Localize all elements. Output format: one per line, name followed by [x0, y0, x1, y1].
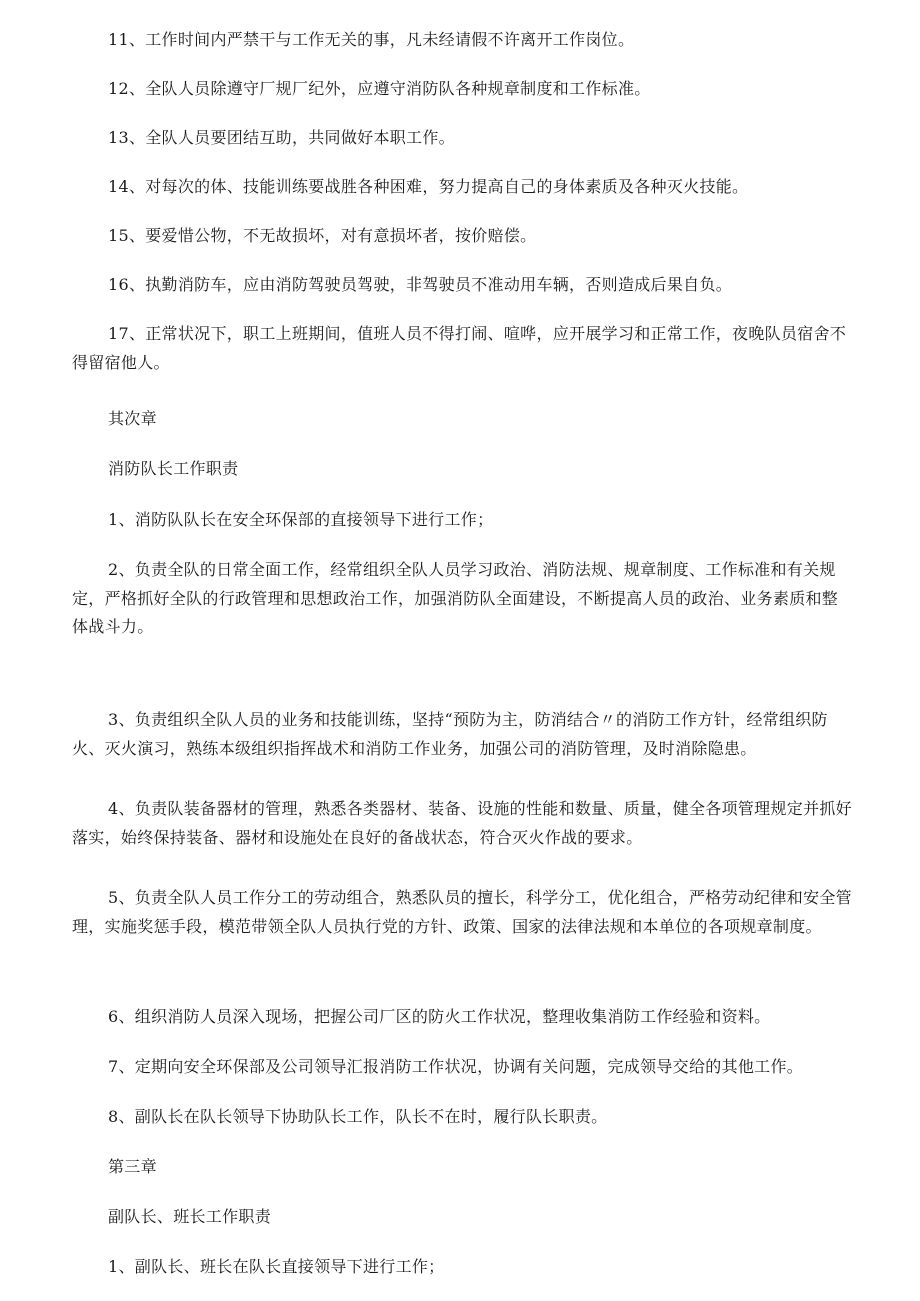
rule-13: 13、全队人员要团结互助，共同做好本职工作。 — [108, 128, 455, 147]
captain-duty-6: 6、组织消防人员深入现场，把握公司厂区的防火工作状况，整理收集消防工作经验和资料。 — [108, 1007, 771, 1026]
rule-17: 17、正常状况下，职工上班期间，值班人员不得打闹、喧哗，应开展学习和正常工作，夜晚队员宿舍不得留宿他人。 — [72, 324, 847, 372]
captain-duty-4: 4、负责队装备器材的管理，熟悉各类器材、装备、设施的性能和数量、质量，健全各项管理规定并抓好落实，始终保持装备、器材和设施处在良好的备战状态，符合灭火作战的要求。 — [72, 799, 852, 847]
rule-11: 11、工作时间内严禁干与工作无关的事，凡未经请假不许离开工作岗位。 — [108, 30, 635, 49]
chapter-heading-2: 其次章 — [108, 409, 157, 428]
captain-duty-7: 7、定期向安全环保部及公司领导汇报消防工作状况，协调有关问题，完成领导交给的其他工作。 — [108, 1057, 804, 1076]
section-title-captain-duties: 消防队长工作职责 — [108, 459, 239, 478]
captain-duty-2: 2、负责全队的日常全面工作，经常组织全队人员学习政治、消防法规、规章制度、工作标准和有关规定，严格抓好全队的行政管理和思想政治工作，加强消防队全面建设，不断提高人员的政治、业务素质和整体战斗力。 — [72, 560, 839, 636]
captain-duty-1: 1、消防队队长在安全环保部的直接领导下进行工作； — [108, 510, 494, 529]
vice-captain-duty-1: 1、副队长、班长在队长直接领导下进行工作； — [108, 1257, 445, 1276]
section-title-vice-captain-duties: 副队长、班长工作职责 — [108, 1207, 272, 1226]
rule-14: 14、对每次的体、技能训练要战胜各种困难，努力提高自己的身体素质及各种灭火技能。 — [108, 177, 749, 196]
rule-16: 16、执勤消防车，应由消防驾驶员驾驶，非驾驶员不准动用车辆，否则造成后果自负。 — [108, 275, 733, 294]
captain-duty-5: 5、负责全队人员工作分工的劳动组合，熟悉队员的擅长，科学分工，优化组合，严格劳动纪律和安全管理，实施奖惩手段，模范带领全队人员执行党的方针、政策、国家的法律法规和本单位的各项规章制度。 — [72, 888, 852, 936]
chapter-heading-3: 第三章 — [108, 1157, 157, 1176]
captain-duty-8: 8、副队长在队长领导下协助队长工作，队长不在时，履行队长职责。 — [108, 1107, 608, 1126]
captain-duty-3: 3、负责组织全队人员的业务和技能训练，坚持“预防为主，防消结合〃的消防工作方针，经常组织防火、灭火演习，熟练本级组织指挥战术和消防工作业务，加强公司的消防管理，及时消除隐患。 — [72, 710, 828, 758]
rule-15: 15、要爱惜公物，不无故损坏，对有意损坏者，按价赔偿。 — [108, 226, 537, 245]
rule-12: 12、全队人员除遵守厂规厂纪外，应遵守消防队各种规章制度和工作标准。 — [108, 79, 651, 98]
